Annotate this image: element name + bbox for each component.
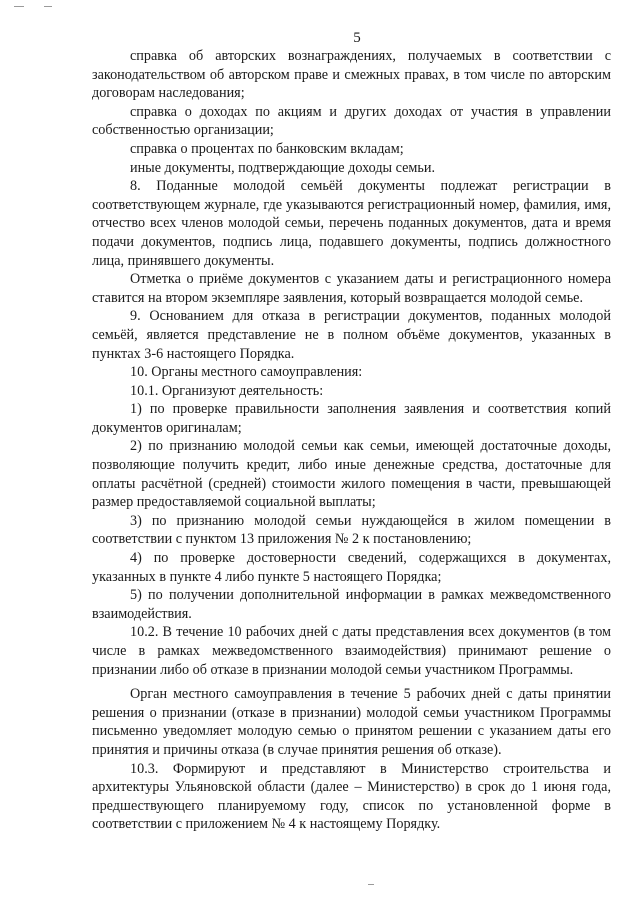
paragraph-subitem-2-sufficient-income: 2) по признанию молодой семьи как семьи, имеющей достаточные доходы, позволяющие получить кредит, либо иные денежные средства, достаточные для оплаты расчётной (средней) стоимости жилого помещения в части, превышающей размер предоставляемой социальной выплаты;: [92, 438, 611, 511]
paragraph-receipt-mark: Отметка о приёме документов с указанием даты и регистрационного номера ставится на втором экземпляре заявления, который возвращается молодой семье.: [92, 271, 611, 306]
paragraph-subitem-3-housing-need: 3) по признанию молодой семьи нуждающейся в жилом помещении в соответствии с пунктом 13 приложения № 2 к постановлению;: [92, 512, 611, 548]
paragraph-author-royalty-certificate: справка об авторских вознаграждениях, получаемых в соответствии с законодательством об авторском праве и смежных правах, в том числе по авторским договорам наследования;: [92, 48, 611, 102]
paragraph-bank-interest-certificate: справка о процентах по банковским вкладам;: [130, 140, 404, 157]
page-number: 5: [353, 30, 361, 46]
paragraph-notification: Орган местного самоуправления в течение 5 рабочих дней с даты принятии решения о признании (отказе в признании) молодой семьи участником Программы письменно уведомляет молодую семью о принятом решении с указанием даты его принятия и причины отказа (в случае принятия решения об отказе).: [92, 686, 611, 758]
scan-artifact-bottom: [368, 884, 374, 885]
paragraph-item-8-registration: 8. Поданные молодой семьёй документы подлежат регистрации в соответствующем журнале, где указываются регистрационный номер, фамилия, имя, отчество всех членов молодой семьи, перечень поданных документов, дата и время подачи документов, подпись лица, подавшего документы, подпись должностного лица, принявшего документы.: [92, 178, 611, 269]
document-body: [92, 47, 611, 834]
paragraph-subitem-4-data-check: 4) по проверке достоверности сведений, содержащихся в документах, указанных в пункте 4 либо пункте 5 настоящего Порядка;: [92, 550, 611, 585]
paragraph-shares-income-certificate: справка о доходах по акциям и других доходах от участия в управлении собственностью организации;: [92, 103, 611, 139]
paragraph-subitem-5-interagency: 5) по получении дополнительной информации в рамках межведомственного взаимодействия.: [92, 587, 611, 622]
paragraph-item-10-local-authorities: 10. Органы местного самоуправления:: [130, 364, 363, 381]
scan-artifact-top-left-2: [44, 6, 52, 7]
paragraph-item-10-2-decision: 10.2. В течение 10 рабочих дней с даты представления всех документов (в том числе в рамках межведомственного взаимодействия) принимают решение о признании либо об отказе в признании молодой семьи участником Программы.: [92, 624, 611, 678]
paragraph-item-9-refusal: 9. Основанием для отказа в регистрации документов, поданных молодой семьёй, является представление не в полном объёме документов, указанных в пунктах 3-6 настоящего Порядка.: [92, 308, 611, 362]
paragraph-other-income-documents: иные документы, подтверждающие доходы семьи.: [130, 159, 435, 176]
scan-artifact-top-left: [14, 6, 24, 7]
paragraph-item-10-3-list: 10.3. Формируют и представляют в Министерство строительства и архитектуры Ульяновской области (далее – Министерство) в срок до 1 июня года, предшествующего планируемому году, список по установленной форме в соответствии с приложением № 4 к настоящему Порядку.: [92, 760, 611, 833]
paragraph-item-10-1-organize: 10.1. Организуют деятельность:: [130, 382, 324, 399]
paragraph-subitem-1-verification: 1) по проверке правильности заполнения заявления и соответствия копий документов оригиналам;: [92, 401, 611, 436]
